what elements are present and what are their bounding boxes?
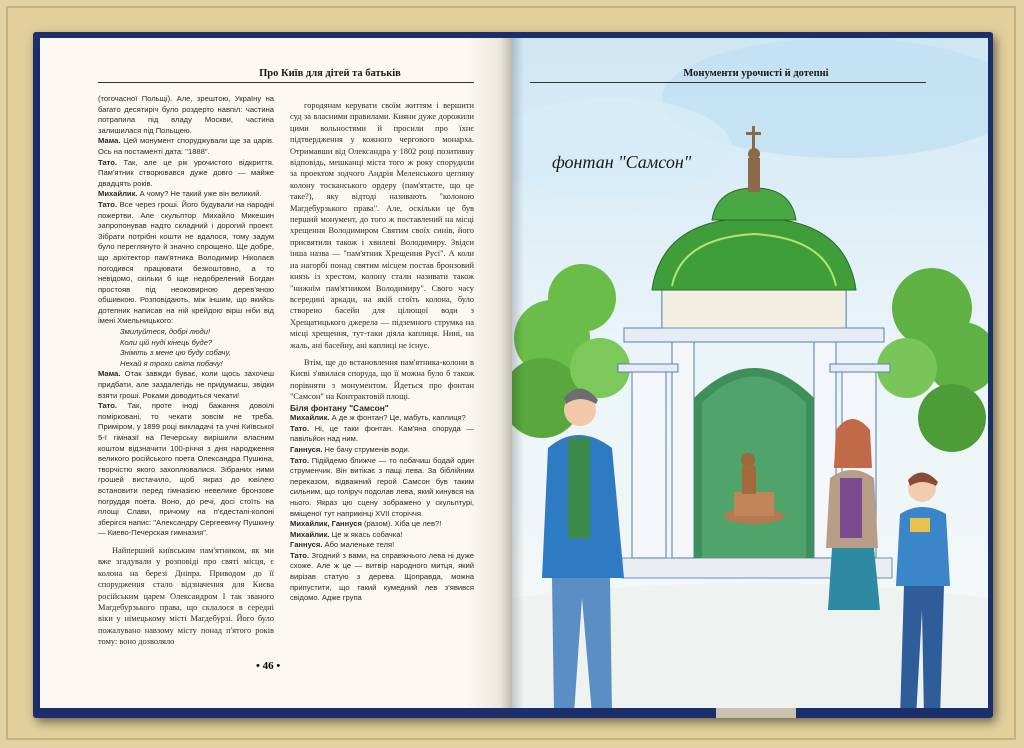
speaker-name: Михайлик.	[98, 189, 138, 199]
verse-line: Нехай я трохи світа побачу!	[120, 358, 223, 368]
fountain-illustration	[512, 38, 988, 708]
right-page-header: Монументи урочисті й дотепні	[683, 68, 829, 79]
ribbon-bookmark	[716, 708, 796, 718]
dialog-line	[98, 189, 274, 200]
dialog-line	[290, 530, 474, 541]
dialog-line	[290, 551, 474, 604]
dialog-line	[290, 540, 474, 551]
dialog-line	[290, 456, 474, 520]
dialog-text: (разом). Хіба це лев?!	[361, 519, 442, 529]
speaker-name: Михайлик, Ганнуся	[290, 519, 362, 529]
speaker-name: Ганнуся.	[290, 540, 323, 550]
dialog-text: Ні, це таки фонтан. Кам'яна споруда — павільйон над ним.	[290, 423, 474, 444]
right-page	[512, 38, 988, 708]
left-column-1	[98, 94, 274, 648]
paragraph: Найперший київським пам'ятником, як ми вже згадували у розповіді про святі місця, є колона на березі Дніпра. Приводом до її спорудження стало відзначення для Києва російським царем Олександром I так званого Магдебурзького права, що склалося в середні віки у німецькому місті Магдебурзі. Його було пожалувано навзому місту понад п'ятого років тому: воно дозволяло	[98, 545, 274, 647]
right-header-rule	[530, 82, 926, 83]
dialog-text: Так, проте іноді бажання довоілі поміркованi, то чекати зовсім не треба. Приміром, у 1899 році викладачі та учні Київської 5-ї гімназії на Печерську вирішили власним коштом відзначити 100-річчя з дня народження великого російського поета Олександра Пушкіна, творчістю якого захоплювалися. Зібраних ними грошей вистачило, щоб якраз до ювілею встановити перед гімназією невелике бронзове погруддя поета. Воно, до речі, досі стоїть на площі Слави, причому на п'єдесталі-колоні зберігся напис: "Александру Сергеевичу Пушкину — Киево-Печерская гимназия".	[98, 401, 274, 538]
section-heading: Біля фонтану "Самсон"	[290, 402, 389, 413]
dialog-text: Все через гроші. Його будували на народні пожертви. Але скульптор Михайло Микешин запропонував надто складний і дорогий проект. Зібрати потрібні кошти не вдалося, тому задум було переглянуто й значно спрощено. Ще добре, що архітектор пам'ятника Володимир Ніколаєв погодився працювати безкоштовно, а то невідомо, скільки б іще недобрелений Богдан простояв під неоковирною дерев'яною обшивкою. Розповідають, між іншим, що якийсь дотепник написав на ній крейдою вірш ніби від імені Хмельницького:	[98, 199, 274, 326]
dialog-text: А де ж фонтан? Це, мабуть, каплиця?	[329, 413, 466, 423]
dialog-text: Згодний з вами, на справжнього лева ні дуже схоже. Але ж це — витвір народного митця, який вирізав статую з дерева. Щоправда, можна припустити, що такий кумедний лев з'явився свідомо. Адже група	[290, 550, 474, 603]
dialog-text: Цей монумент споруджували ще за царів. Ось на постаменті дата: "1888".	[98, 136, 274, 156]
dialog-line	[98, 369, 274, 401]
dialog-line	[290, 424, 474, 445]
dialog-line	[98, 200, 274, 327]
illustration-title: фонтан "Самсон"	[552, 152, 692, 172]
dialog-text: Так, але це рік урочистого відкриття. Пам'ятник створювався дуже довго — майже двадцять років.	[98, 157, 274, 188]
dialog-text: Отак завжди буває, коли щось захочеш придбати, але заздалегідь не придумаєш, звідки взяти гроші. Роками доводиться чекати!	[98, 369, 274, 400]
left-column-2	[290, 94, 474, 604]
verse-line: Зніміть з мене цю буду собачу,	[120, 348, 231, 358]
dialog-line	[290, 445, 474, 456]
dialog-line	[98, 401, 274, 539]
speaker-name: Михайлик.	[290, 413, 330, 423]
dialog-line	[98, 158, 274, 190]
paragraph: (тогочасної Польщі). Але, зрештою, Україну на багато десятиріч було роздерто навпіл: частина потрапила під владу Москви, частина залишилася під Польщею.	[98, 94, 274, 135]
paragraph: городянам керувати своїм життям і вершити суд за власними правилами. Кияни дуже дорожили цими вольностями й просили про їхнє підтвердження у кожного чергового монарха. Отримавши від Олександра у 1802 році позитивну відповідь, мешканці міста того ж року спорудили за проектом зодчого Андрія Меленського цегляну колону тосканського ордеру (пам'ятаєте, що це таке?), яку відтоді називають "колоною Магдебурзького права". Але, оскільки це був перший монумент, до того ж поставлений на місці хрещення Володимиром Святим своїх синів, його присвятили також і хвилеві Володимиру. Звідси інша назва — "пам'ятник Хрещення Русі". А коли на нагорбі понад святим місцем постав бронзовий князь із хрестом, колону стали називати також "нижнім пам'ятником Володимиру". Свого часу всередині аркади, на якій стоїть колона, було створено басейн для цілющої води з Хрещатицького джерела — підземного струмка на місці хрещення, тут-таки діяла каплиця. Нині, на жаль, ані басейну, ані каплиці не існує.	[290, 101, 474, 350]
speaker-name: Мама.	[98, 369, 121, 379]
dialog-line	[98, 136, 274, 157]
tree-right	[877, 268, 988, 452]
verse-line: Змилуйтеся, добрі люди!	[120, 327, 211, 337]
speaker-name: Ганнуся.	[290, 444, 323, 454]
speaker-name: Тато.	[290, 455, 310, 465]
dialog-line	[290, 519, 474, 530]
speaker-name: Михайлик.	[290, 529, 330, 539]
left-page-header: Про Київ для дітей та батьків	[259, 68, 401, 79]
speaker-name: Тато.	[98, 401, 118, 411]
dialog-text: Або маленьке теля!	[322, 540, 395, 550]
paragraph: Втім, ще до встановлення пам'ятника-колони в Києві з'явилася споруда, що її можна було б також порівняти з монументом. Йдеться про фонтан "Самсон" на Контрактовій площі.	[290, 357, 474, 402]
speaker-name: Тато.	[290, 423, 310, 433]
dialog-text: Не бачу струменів води.	[322, 444, 410, 454]
dialog-text: А чому? Не такий уже він великий.	[137, 189, 262, 199]
speaker-name: Тато.	[98, 157, 118, 167]
speaker-name: Тато.	[290, 550, 310, 560]
speaker-name: Мама.	[98, 136, 121, 146]
verse-line: Коли цій нуді кінець буде?	[120, 337, 213, 347]
dialog-line	[290, 413, 474, 424]
speaker-name: Тато.	[98, 199, 118, 209]
left-header-rule	[98, 82, 474, 83]
page-number: • 46 •	[256, 660, 281, 672]
dialog-text: Це ж якась собачка!	[329, 529, 403, 539]
dialog-text: Підійдемо ближче — то побачиш бодай один струменчик. Він витікає з пащі лева. За біблійним переказом, відважний герой Самсон був таким сильним, що голіруч подолав лева, який кинувся на нього. Якраз цю сцену зображено у скульптурі, вміщеної тут наприкінці XVII сторіччя.	[290, 455, 474, 518]
